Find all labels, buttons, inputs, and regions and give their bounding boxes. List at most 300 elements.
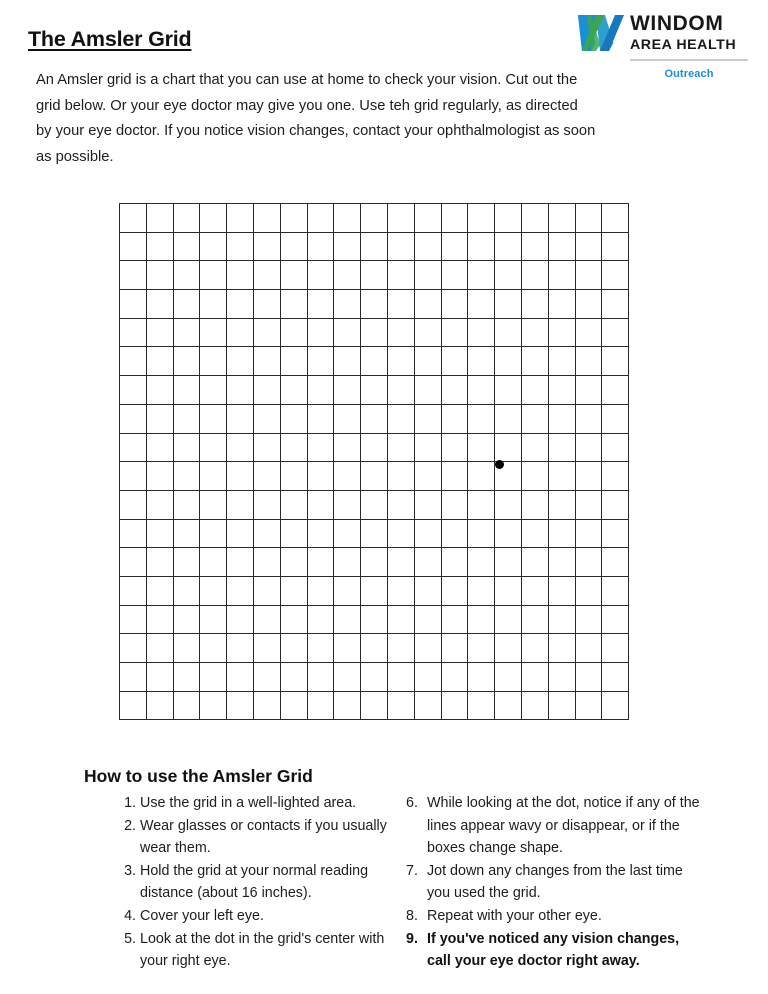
- howto-steps-right-column: [406, 792, 706, 973]
- amsler-grid-cell: [200, 318, 227, 347]
- amsler-grid-cell: [495, 404, 522, 433]
- amsler-grid-row: [120, 462, 629, 491]
- amsler-grid-cell: [227, 232, 254, 261]
- howto-step-number: 6.: [406, 795, 418, 811]
- logo-top-row: [578, 12, 750, 52]
- amsler-grid-cell: [120, 490, 147, 519]
- amsler-grid-cell: [227, 261, 254, 290]
- howto-step-item: [406, 792, 706, 860]
- amsler-grid-cell: [361, 519, 388, 548]
- amsler-grid-cell: [307, 376, 334, 405]
- amsler-grid-cell: [548, 433, 575, 462]
- amsler-grid-cell: [602, 462, 629, 491]
- amsler-grid-cell: [146, 232, 173, 261]
- amsler-grid-cell: [495, 490, 522, 519]
- amsler-grid-cell: [120, 663, 147, 692]
- amsler-grid-cell: [361, 634, 388, 663]
- amsler-grid-row: [120, 634, 629, 663]
- howto-steps-list-left: [118, 792, 393, 973]
- amsler-grid-cell: [334, 376, 361, 405]
- howto-step-item: [406, 860, 706, 905]
- howto-heading: How to use the Amsler Grid: [84, 766, 313, 786]
- amsler-grid-cell: [441, 548, 468, 577]
- amsler-grid-cell: [521, 691, 548, 720]
- amsler-grid-cell: [334, 634, 361, 663]
- amsler-grid-cell: [575, 232, 602, 261]
- amsler-grid-cell: [548, 691, 575, 720]
- amsler-grid-cell: [307, 318, 334, 347]
- amsler-grid-cell: [173, 548, 200, 577]
- amsler-grid-cell: [521, 548, 548, 577]
- amsler-grid-cell: [441, 433, 468, 462]
- amsler-grid-cell: [253, 462, 280, 491]
- howto-steps-list-right: [406, 792, 706, 973]
- amsler-grid-cell: [146, 548, 173, 577]
- amsler-grid-cell: [361, 204, 388, 233]
- amsler-grid-cell: [414, 404, 441, 433]
- amsler-grid-cell: [253, 347, 280, 376]
- amsler-grid-cell: [495, 290, 522, 319]
- amsler-grid-cell: [521, 634, 548, 663]
- amsler-grid-cell: [200, 605, 227, 634]
- amsler-grid-cell: [441, 232, 468, 261]
- amsler-grid-cell: [307, 404, 334, 433]
- amsler-grid-cell: [521, 347, 548, 376]
- amsler-grid-cell: [173, 204, 200, 233]
- amsler-grid-cell: [200, 347, 227, 376]
- amsler-grid-row: [120, 576, 629, 605]
- amsler-grid-cell: [495, 663, 522, 692]
- amsler-grid-cell: [227, 318, 254, 347]
- amsler-grid-cell: [575, 290, 602, 319]
- logo-sublabel: Outreach: [664, 67, 714, 80]
- amsler-grid-row: [120, 290, 629, 319]
- page-title: The Amsler Grid: [28, 27, 192, 51]
- amsler-grid-cell: [361, 462, 388, 491]
- amsler-grid-cell: [548, 663, 575, 692]
- amsler-grid-cell: [441, 519, 468, 548]
- howto-step-number: 2.: [124, 817, 136, 834]
- amsler-grid-row: [120, 376, 629, 405]
- amsler-grid-cell: [120, 548, 147, 577]
- howto-step-item: [118, 905, 393, 928]
- amsler-grid-cell: [200, 634, 227, 663]
- amsler-grid-cell: [548, 204, 575, 233]
- amsler-grid-cell: [602, 433, 629, 462]
- amsler-grid-cell: [146, 290, 173, 319]
- amsler-grid-cell: [334, 404, 361, 433]
- amsler-grid-cell: [521, 261, 548, 290]
- amsler-grid-cell: [307, 634, 334, 663]
- amsler-grid-cell: [521, 519, 548, 548]
- amsler-grid-cell: [173, 404, 200, 433]
- amsler-grid-cell: [200, 261, 227, 290]
- amsler-grid-cell: [280, 376, 307, 405]
- amsler-grid-cell: [602, 605, 629, 634]
- amsler-grid-cell: [468, 261, 495, 290]
- amsler-grid-cell: [227, 576, 254, 605]
- amsler-grid-cell: [227, 433, 254, 462]
- amsler-grid-row: [120, 490, 629, 519]
- amsler-grid-cell: [120, 404, 147, 433]
- amsler-grid-cell: [441, 318, 468, 347]
- amsler-grid-cell: [387, 376, 414, 405]
- amsler-grid-cell: [468, 519, 495, 548]
- howto-step-text: Hold the grid at your normal reading distance (about 16 inches).: [140, 862, 369, 902]
- howto-step-number: 1.: [124, 795, 136, 811]
- amsler-grid-cell: [146, 576, 173, 605]
- intro-paragraph: An Amsler grid is a chart that you can use at home to check your vision. Cut out the grid below. Or your eye doctor may give you one. Use teh grid regularly, as directed by your eye doctor. If you notice vision changes, contact your ophthalmologist as soon as possible.: [36, 72, 596, 165]
- amsler-grid-cell: [575, 204, 602, 233]
- amsler-grid-cell: [280, 634, 307, 663]
- amsler-grid-cell: [441, 605, 468, 634]
- amsler-grid-cell: [441, 663, 468, 692]
- howto-step-text: Repeat with your other eye.: [427, 907, 602, 924]
- amsler-grid-cell: [227, 404, 254, 433]
- amsler-grid-cell: [307, 691, 334, 720]
- amsler-grid-cell: [441, 261, 468, 290]
- amsler-grid-cell: [441, 634, 468, 663]
- amsler-grid-cell: [146, 261, 173, 290]
- amsler-grid-cell: [146, 490, 173, 519]
- amsler-grid-cell: [495, 548, 522, 577]
- howto-step-text: Wear glasses or contacts if you usually wear them.: [140, 817, 387, 857]
- amsler-grid-cell: [521, 290, 548, 319]
- howto-step-text: Cover your left eye.: [140, 907, 264, 924]
- amsler-grid-cell: [548, 318, 575, 347]
- amsler-grid-cell: [575, 576, 602, 605]
- amsler-grid-cell: [307, 490, 334, 519]
- amsler-grid-cell: [146, 318, 173, 347]
- amsler-grid-cell: [468, 404, 495, 433]
- logo-wordmark-line2: AREA HEALTH: [630, 37, 737, 53]
- amsler-grid-row: [120, 663, 629, 692]
- amsler-grid-body: [120, 204, 629, 720]
- amsler-grid-row: [120, 433, 629, 462]
- amsler-grid-cell: [361, 290, 388, 319]
- amsler-grid-row: [120, 691, 629, 720]
- amsler-grid-cell: [307, 232, 334, 261]
- howto-step-number: 8.: [406, 907, 418, 924]
- amsler-grid-cell: [334, 548, 361, 577]
- amsler-grid-cell: [253, 433, 280, 462]
- amsler-grid-cell: [334, 519, 361, 548]
- amsler-grid-cell: [387, 576, 414, 605]
- amsler-grid-row: [120, 204, 629, 233]
- amsler-grid-cell: [548, 576, 575, 605]
- amsler-grid-cell: [602, 232, 629, 261]
- amsler-grid-container: [119, 203, 629, 720]
- amsler-grid-cell: [146, 433, 173, 462]
- amsler-grid-cell: [253, 519, 280, 548]
- amsler-grid-cell: [173, 663, 200, 692]
- amsler-grid-cell: [253, 404, 280, 433]
- amsler-grid-cell: [120, 462, 147, 491]
- amsler-grid-cell: [602, 576, 629, 605]
- howto-step-number: 3.: [124, 862, 136, 879]
- amsler-grid-cell: [280, 204, 307, 233]
- amsler-grid-cell: [575, 548, 602, 577]
- amsler-grid-cell: [414, 376, 441, 405]
- amsler-grid-cell: [602, 204, 629, 233]
- amsler-grid-cell: [468, 548, 495, 577]
- amsler-grid-cell: [280, 347, 307, 376]
- amsler-grid-cell: [280, 691, 307, 720]
- amsler-grid-cell: [575, 519, 602, 548]
- amsler-grid-cell: [120, 576, 147, 605]
- amsler-grid-cell: [602, 290, 629, 319]
- amsler-grid-cell: [521, 490, 548, 519]
- amsler-grid-cell: [575, 490, 602, 519]
- amsler-grid-cell: [361, 347, 388, 376]
- amsler-grid-cell: [146, 691, 173, 720]
- howto-step-number: 4.: [124, 907, 136, 924]
- amsler-grid-cell: [387, 433, 414, 462]
- amsler-grid-cell: [146, 605, 173, 634]
- amsler-grid-cell: [548, 519, 575, 548]
- amsler-grid-cell: [173, 519, 200, 548]
- amsler-grid-cell: [387, 490, 414, 519]
- amsler-grid-cell: [441, 290, 468, 319]
- amsler-grid-cell: [414, 519, 441, 548]
- amsler-grid-cell: [173, 261, 200, 290]
- amsler-grid-cell: [495, 347, 522, 376]
- amsler-grid-cell: [414, 290, 441, 319]
- amsler-grid-cell: [361, 376, 388, 405]
- howto-step-item: [118, 792, 393, 815]
- amsler-grid-cell: [227, 663, 254, 692]
- amsler-grid-cell: [334, 605, 361, 634]
- amsler-grid-cell: [387, 663, 414, 692]
- amsler-grid-cell: [521, 462, 548, 491]
- amsler-grid-cell: [200, 290, 227, 319]
- amsler-grid-cell: [414, 347, 441, 376]
- amsler-grid-cell: [227, 376, 254, 405]
- amsler-grid-cell: [441, 347, 468, 376]
- amsler-grid-cell: [334, 490, 361, 519]
- amsler-grid-cell: [602, 634, 629, 663]
- amsler-grid-cell: [334, 261, 361, 290]
- amsler-grid-cell: [602, 519, 629, 548]
- amsler-grid-cell: [200, 663, 227, 692]
- amsler-grid-cell: [146, 404, 173, 433]
- amsler-grid-row: [120, 318, 629, 347]
- amsler-grid-cell: [468, 232, 495, 261]
- amsler-grid-cell: [307, 462, 334, 491]
- amsler-grid-cell: [575, 318, 602, 347]
- amsler-grid-cell: [227, 204, 254, 233]
- amsler-grid-cell: [200, 204, 227, 233]
- amsler-grid-cell: [334, 576, 361, 605]
- amsler-grid-cell: [414, 691, 441, 720]
- amsler-grid-cell: [280, 261, 307, 290]
- amsler-grid-cell: [334, 433, 361, 462]
- howto-step-text: While looking at the dot, notice if any of the lines appear wavy or disappear, or if the boxes change shape.: [427, 795, 700, 857]
- howto-step-text: Look at the dot in the grid's center with your right eye.: [140, 930, 385, 970]
- amsler-grid-cell: [602, 490, 629, 519]
- amsler-grid-cell: [521, 663, 548, 692]
- amsler-grid-cell: [280, 232, 307, 261]
- howto-step-item: [118, 860, 393, 905]
- amsler-grid-cell: [414, 462, 441, 491]
- amsler-grid-cell: [280, 433, 307, 462]
- amsler-grid-cell: [227, 347, 254, 376]
- amsler-grid-cell: [548, 548, 575, 577]
- amsler-grid-cell: [548, 404, 575, 433]
- amsler-grid-cell: [334, 204, 361, 233]
- amsler-grid-cell: [227, 519, 254, 548]
- amsler-grid-cell: [521, 605, 548, 634]
- amsler-grid-cell: [146, 376, 173, 405]
- amsler-grid-cell: [200, 548, 227, 577]
- amsler-grid-cell: [307, 290, 334, 319]
- amsler-grid-cell: [253, 634, 280, 663]
- amsler-grid-cell: [146, 634, 173, 663]
- amsler-grid-cell: [575, 634, 602, 663]
- amsler-grid-cell: [575, 347, 602, 376]
- amsler-grid-cell: [120, 433, 147, 462]
- amsler-grid-cell: [521, 376, 548, 405]
- amsler-grid-cell: [387, 261, 414, 290]
- amsler-grid-cell: [280, 548, 307, 577]
- amsler-grid-cell: [387, 290, 414, 319]
- amsler-grid-cell: [280, 290, 307, 319]
- amsler-grid-cell: [521, 404, 548, 433]
- amsler-grid-cell: [253, 548, 280, 577]
- amsler-grid-cell: [548, 376, 575, 405]
- amsler-grid-cell: [253, 204, 280, 233]
- amsler-grid-cell: [227, 490, 254, 519]
- amsler-grid-cell: [387, 404, 414, 433]
- amsler-grid-cell: [253, 605, 280, 634]
- howto-steps-left-column: [118, 792, 393, 973]
- amsler-grid-cell: [200, 232, 227, 261]
- windom-w-logo-icon: [578, 13, 624, 51]
- howto-step-number: 9.: [406, 930, 418, 947]
- amsler-grid-cell: [414, 605, 441, 634]
- howto-step-text: Use the grid in a well-lighted area.: [140, 795, 357, 811]
- amsler-grid-cell: [361, 318, 388, 347]
- howto-step-number: 5.: [124, 930, 136, 947]
- howto-step-item: [118, 815, 393, 860]
- amsler-grid-cell: [307, 663, 334, 692]
- amsler-grid-cell: [468, 663, 495, 692]
- amsler-grid-cell: [361, 691, 388, 720]
- amsler-grid-cell: [173, 232, 200, 261]
- amsler-grid-cell: [548, 232, 575, 261]
- amsler-grid-cell: [495, 318, 522, 347]
- amsler-grid-cell: [414, 261, 441, 290]
- amsler-grid-cell: [253, 663, 280, 692]
- amsler-grid-cell: [173, 462, 200, 491]
- amsler-grid-cell: [495, 691, 522, 720]
- amsler-grid-cell: [361, 261, 388, 290]
- amsler-grid-cell: [361, 663, 388, 692]
- amsler-grid-cell: [414, 576, 441, 605]
- amsler-grid-cell: [602, 261, 629, 290]
- amsler-grid-cell: [414, 548, 441, 577]
- amsler-grid-cell: [414, 634, 441, 663]
- amsler-grid-cell: [280, 462, 307, 491]
- amsler-grid-cell: [441, 404, 468, 433]
- amsler-grid-cell: [602, 347, 629, 376]
- amsler-grid-cell: [253, 691, 280, 720]
- amsler-grid-cell: [495, 261, 522, 290]
- amsler-grid-cell: [227, 634, 254, 663]
- amsler-grid-cell: [521, 204, 548, 233]
- amsler-grid-cell: [414, 232, 441, 261]
- amsler-grid-cell: [468, 347, 495, 376]
- amsler-grid-cell: [173, 576, 200, 605]
- amsler-grid-cell: [414, 433, 441, 462]
- amsler-grid-cell: [575, 433, 602, 462]
- amsler-grid-cell: [468, 462, 495, 491]
- amsler-grid-cell: [468, 490, 495, 519]
- amsler-grid-cell: [414, 490, 441, 519]
- amsler-grid-cell: [361, 490, 388, 519]
- amsler-grid-cell: [468, 376, 495, 405]
- amsler-grid-cell: [253, 490, 280, 519]
- amsler-grid-cell: [521, 433, 548, 462]
- howto-step-item: [118, 928, 393, 973]
- amsler-grid: [119, 203, 629, 720]
- amsler-grid-cell: [548, 261, 575, 290]
- amsler-grid-cell: [173, 605, 200, 634]
- organization-logo: [578, 12, 750, 80]
- amsler-grid-cell: [468, 691, 495, 720]
- amsler-grid-cell: [441, 204, 468, 233]
- amsler-grid-cell: [120, 519, 147, 548]
- amsler-grid-cell: [120, 691, 147, 720]
- amsler-grid-cell: [146, 462, 173, 491]
- amsler-grid-cell: [548, 605, 575, 634]
- amsler-grid-cell: [361, 232, 388, 261]
- logo-divider: [630, 59, 748, 61]
- amsler-grid-cell: [495, 204, 522, 233]
- howto-step-item: [406, 905, 706, 928]
- amsler-grid-row: [120, 261, 629, 290]
- amsler-grid-cell: [361, 548, 388, 577]
- amsler-grid-cell: [307, 261, 334, 290]
- amsler-grid-cell: [414, 663, 441, 692]
- amsler-grid-cell: [120, 261, 147, 290]
- amsler-grid-cell: [146, 663, 173, 692]
- amsler-grid-cell: [441, 376, 468, 405]
- amsler-grid-cell: [280, 490, 307, 519]
- amsler-grid-cell: [468, 433, 495, 462]
- amsler-grid-cell: [253, 318, 280, 347]
- amsler-grid-cell: [334, 290, 361, 319]
- amsler-grid-cell: [253, 576, 280, 605]
- howto-step-item: [406, 928, 706, 973]
- amsler-grid-cell: [173, 433, 200, 462]
- amsler-grid-cell: [414, 204, 441, 233]
- howto-step-number: 7.: [406, 862, 418, 879]
- amsler-grid-cell: [200, 433, 227, 462]
- amsler-grid-cell: [307, 576, 334, 605]
- amsler-grid-cell: [495, 433, 522, 462]
- amsler-grid-cell: [173, 376, 200, 405]
- amsler-grid-cell: [120, 376, 147, 405]
- amsler-grid-cell: [387, 318, 414, 347]
- amsler-grid-cell: [387, 204, 414, 233]
- howto-step-text: If you've noticed any vision changes, call your eye doctor right away.: [427, 930, 680, 970]
- amsler-grid-cell: [468, 318, 495, 347]
- amsler-grid-cell: [334, 663, 361, 692]
- amsler-grid-cell: [575, 605, 602, 634]
- amsler-grid-cell: [495, 605, 522, 634]
- amsler-grid-cell: [575, 376, 602, 405]
